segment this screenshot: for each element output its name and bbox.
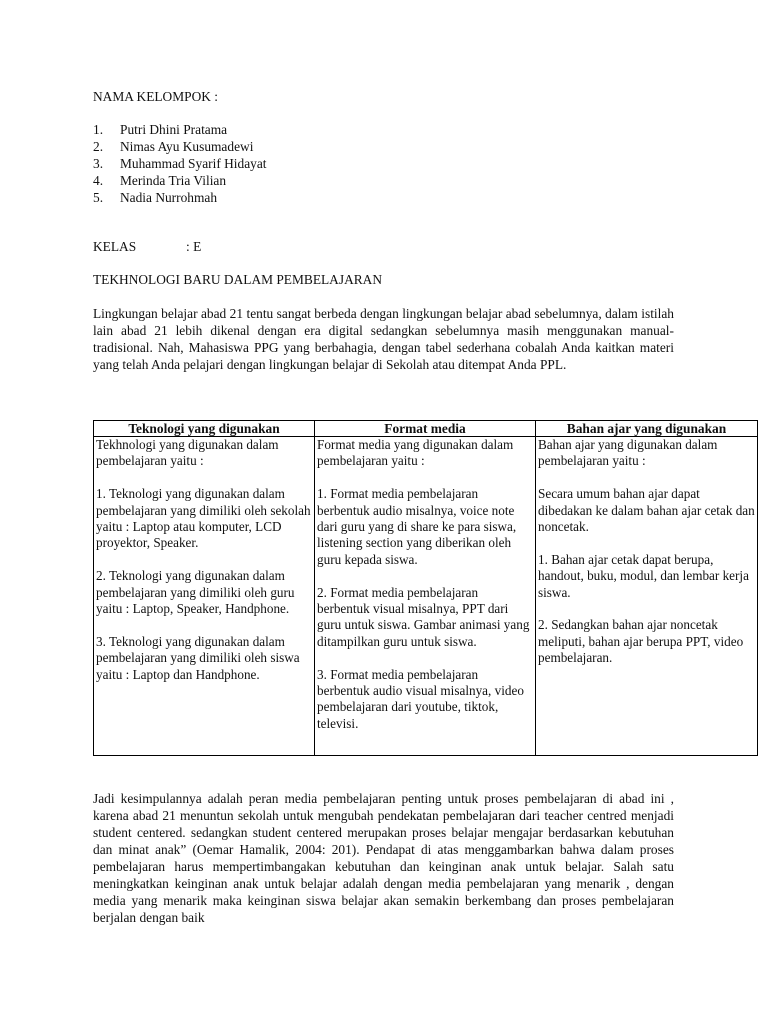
intro-paragraph: Lingkungan belajar abad 21 tentu sangat berbeda dengan lingkungan belajar abad sebelumnya, dalam istilah lain abad 21 lebih dikenal dengan era digital sedangkan sebelumnya masih menggunakan manual-tradisional. Nah, Mahasiswa PPG yang berbahagia, dengan tabel sederhana cobalah Anda kaitkan materi yang telah Anda pelajari dengan lingkungan belajar di Sekolah atau ditempat Anda PPL. — [93, 306, 674, 372]
member-number: 4. — [93, 173, 104, 188]
cell-paragraph: 2. Sedangkan bahan ajar noncetak meliputi, bahan ajar berupa PPT, video pembelajaran. — [538, 617, 744, 666]
cell-paragraph: 2. Teknologi yang digunakan dalam pembelajaran yang dimiliki oleh guru yaitu : Laptop, Speaker, Handphone. — [96, 568, 295, 617]
table-cell-media-format — [315, 437, 536, 756]
cell-paragraph: 2. Format media pembelajaran berbentuk visual misalnya, PPT dari guru untuk siswa. Gambar animasi yang ditampilkan guru untuk siswa. — [317, 584, 530, 649]
cell-paragraph: Tekhnologi yang digunakan dalam pembelajaran yaitu : — [96, 437, 279, 469]
cell-paragraph: Format media yang digunakan dalam pembelajaran yaitu : — [317, 437, 514, 469]
member-number: 5. — [93, 190, 104, 205]
list-item — [93, 172, 674, 189]
cell-paragraph: 1. Teknologi yang digunakan dalam pembelajaran yang dimiliki oleh sekolah yaitu : Laptop atau komputer, LCD proyektor, Speaker. — [96, 486, 311, 551]
member-number: 3. — [93, 156, 104, 171]
member-number: 2. — [93, 139, 104, 154]
comparison-table — [93, 420, 758, 756]
member-name: Nadia Nurrohmah — [120, 190, 218, 205]
class-line — [93, 238, 674, 255]
conclusion-paragraph: Jadi kesimpulannya adalah peran media pembelajaran penting untuk proses pembelajaran di abad ini , karena abad 21 menuntun sekolah untuk mengubah pendekatan pembelajaran dari teacher centred menjadi student centered. sedangkan student centered merupakan proses belajar mengajar berdasarkan kebutuhan dan minat anak” (Oemar Hamalik, 2004: 201). Pendapat di atas menggambarkan bahwa dalam proses pembelajaran harus mempertimbangakan kebutuhan dan keinginan anak untuk belajar. Salah satu meningkatkan keinginan anak untuk belajar adalah dengan media pembelajaran yang menarik , dengan media yang menarik maka keinginan siswa belajar akan semakin berkembang dan proses pembelajaran berjalan dengan baik — [93, 791, 674, 925]
class-label: KELAS — [93, 239, 137, 254]
group-label: NAMA KELOMPOK : — [93, 89, 218, 104]
table-cell-technology — [94, 437, 315, 756]
column-header: Teknologi yang digunakan — [94, 421, 315, 437]
member-name: Nimas Ayu Kusumadewi — [120, 139, 254, 154]
table-row — [94, 437, 758, 756]
cell-paragraph: 1. Bahan ajar cetak dapat berupa, handout, buku, modul, dan lembar kerja siswa. — [538, 551, 749, 600]
member-name: Merinda Tria Vilian — [120, 173, 227, 188]
member-name: Putri Dhini Pratama — [120, 122, 228, 137]
column-header: Format media — [315, 421, 536, 437]
list-item — [93, 138, 674, 155]
column-header: Bahan ajar yang digunakan — [536, 421, 758, 437]
member-number: 1. — [93, 122, 104, 137]
member-list — [93, 121, 674, 206]
list-item — [93, 121, 674, 138]
cell-paragraph: Bahan ajar yang digunakan dalam pembelajaran yaitu : — [538, 437, 718, 469]
document-title: TEKHNOLOGI BARU DALAM PEMBELAJARAN — [93, 272, 383, 287]
cell-paragraph: 3. Teknologi yang digunakan dalam pembelajaran yang dimiliki oleh siswa yaitu : Laptop dan Handphone. — [96, 633, 300, 682]
table-header-row — [94, 421, 758, 437]
cell-paragraph: 3. Format media pembelajaran berbentuk audio visual misalnya, video pembelajaran dari youtube, tiktok, televisi. — [317, 666, 524, 731]
class-value: : E — [186, 239, 202, 254]
list-item — [93, 189, 674, 206]
cell-paragraph: Secara umum bahan ajar dapat dibedakan ke dalam bahan ajar cetak dan noncetak. — [538, 486, 755, 535]
table-cell-teaching-material — [536, 437, 758, 756]
cell-paragraph: 1. Format media pembelajaran berbentuk audio misalnya, voice note dari guru yang di share ke para siswa, listening section yang diberikan oleh guru kepada siswa. — [317, 486, 517, 567]
list-item — [93, 155, 674, 172]
member-name: Muhammad Syarif Hidayat — [120, 156, 267, 171]
